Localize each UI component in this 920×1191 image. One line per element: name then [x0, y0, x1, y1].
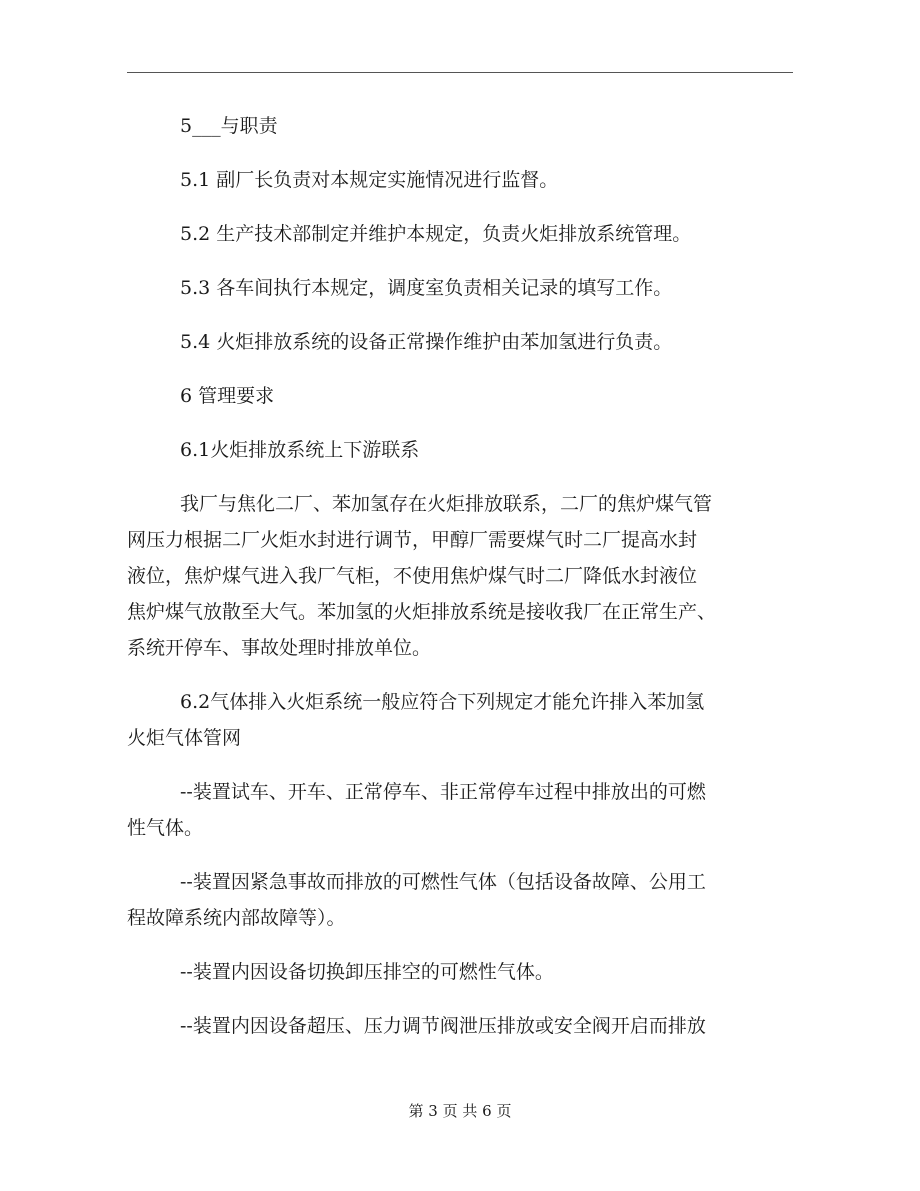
list-item-line: --装置试车、开车、正常停车、非正常停车过程中排放出的可燃: [180, 781, 706, 803]
section-5-3: 5.3 各车间执行本规定，调度室负责相关记录的填写工作。: [180, 277, 673, 299]
list-item-line: --装置内因设备超压、压力调节阀泄压排放或安全阀开启而排放: [180, 1015, 706, 1037]
paragraph-line: 6.2气体排入火炬系统一般应符合下列规定才能允许排入苯加氢: [180, 691, 705, 713]
list-item: [180, 954, 780, 990]
document-body: [127, 108, 780, 1044]
list-item-line: 程故障系统内部故障等）。: [127, 907, 346, 929]
header-rule: [127, 72, 793, 73]
section-6-2: [127, 684, 780, 756]
paragraph-line: 网压力根据二厂火炬水封进行调节，甲醇厂需要煤气时二厂提高水封: [127, 529, 698, 551]
paragraph-line: 焦炉煤气放散至大气。苯加氢的火炬排放系统是接收我厂在正常生产、: [127, 601, 717, 623]
page-footer: 第 3 页 共 6 页: [408, 1102, 512, 1120]
list-item-line: --装置内因设备切换卸压排空的可燃性气体。: [180, 961, 554, 983]
list-item: [127, 774, 780, 846]
paragraph-line: 系统开停车、事故处理时排放单位。: [127, 637, 432, 659]
section-5-4: 5.4 火炬排放系统的设备正常操作维护由苯加氢进行负责。: [180, 331, 673, 353]
list-item-line: --装置因紧急事故而排放的可燃性气体（包括设备故障、公用工: [180, 871, 706, 893]
paragraph-flare-connection: [127, 486, 780, 666]
list-item-line: 性气体。: [127, 817, 204, 839]
section-5-1: 5.1 副厂长负责对本规定实施情况进行监督。: [180, 169, 559, 191]
paragraph-line: 火炬气体管网: [127, 727, 242, 749]
section-6-1: 6.1火炬排放系统上下游联系: [180, 439, 420, 461]
paragraph-line: 我厂与焦化二厂、苯加氢存在火炬排放联系，二厂的焦炉煤气管: [180, 493, 713, 515]
list-item: [127, 864, 780, 936]
section-6-heading: 6 管理要求: [180, 385, 275, 407]
section-5-heading: 5___与职责: [180, 115, 278, 137]
section-5-2: 5.2 生产技术部制定并维护本规定，负责火炬排放系统管理。: [180, 223, 692, 245]
paragraph-line: 液位，焦炉煤气进入我厂气柜，不使用焦炉煤气时二厂降低水封液位: [127, 565, 698, 587]
list-item: [180, 1008, 780, 1044]
